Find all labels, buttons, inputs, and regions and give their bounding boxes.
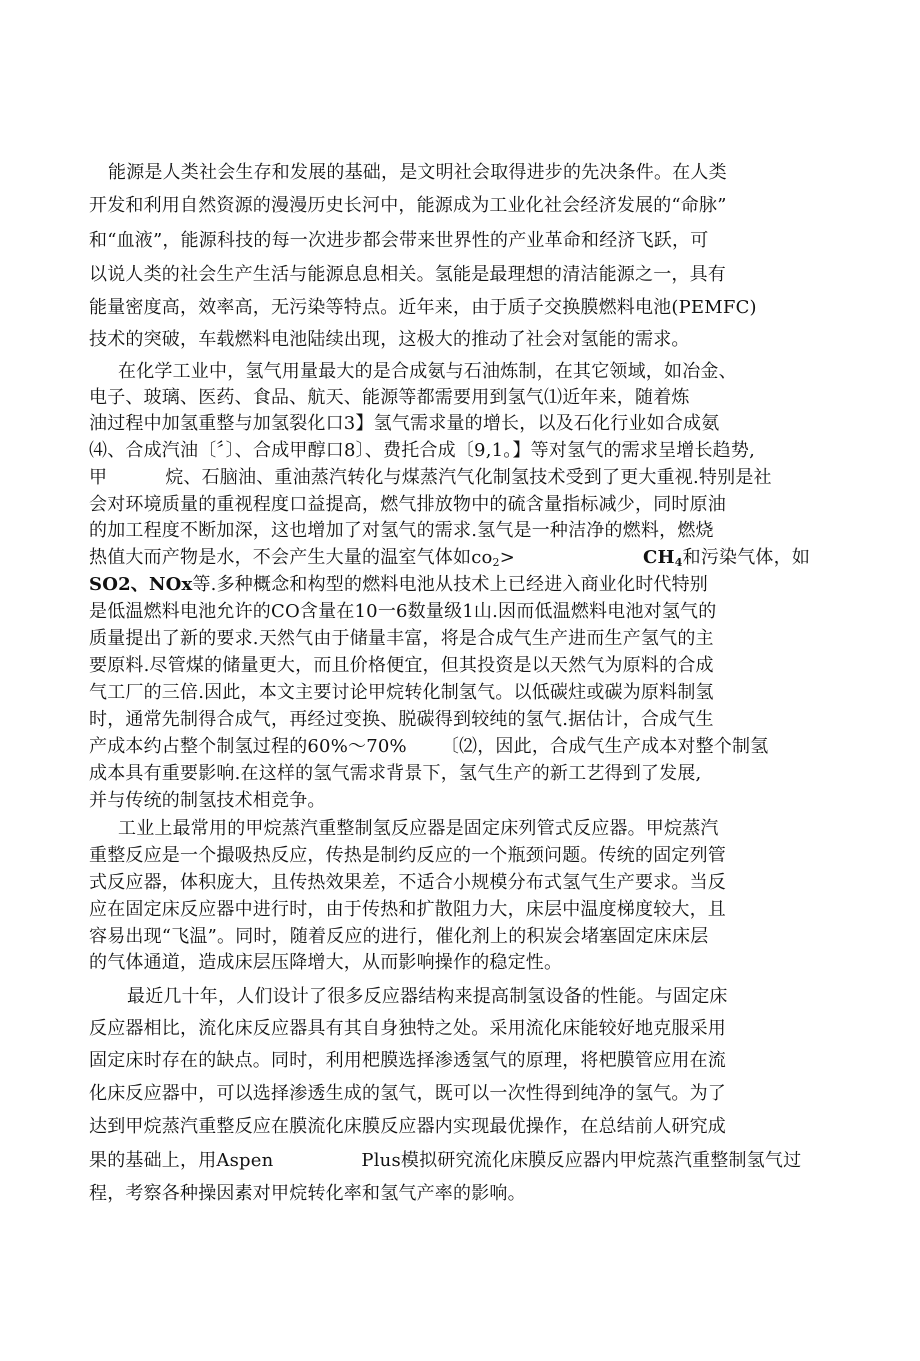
text-line: 固定床时存在的缺点。同时，利用杷膜选择渗透氢气的原理，将杷膜管应用在流 bbox=[89, 1050, 726, 1071]
text-line: 能量密度高，效率高，无污染等特点。近年来，由于质子交换膜燃料电池(PEMFC) bbox=[89, 297, 757, 318]
text-line: 容易出现“飞温”。同时，随着反应的进行，催化剂上的积炭会堵塞固定床床层 bbox=[89, 926, 709, 947]
text-line: 的气体通道，造成床层压降增大，从而影响操作的稳定性。 bbox=[89, 952, 563, 973]
text-line: 是低温燃料电池允许的CO含量在10一6数量级1山.因而低温燃料电池对氢气的 bbox=[89, 601, 717, 622]
text-line: 以说人类的社会生产生活与能源息息相关。氢能是最理想的清洁能源之一，具有 bbox=[89, 264, 726, 285]
text-line: 式反应器，体积庞大，且传热效果差，不适合小规模分布式氢气生产要求。当反 bbox=[89, 872, 726, 893]
subscript: 2 bbox=[492, 556, 500, 569]
text-line: 时，通常先制得合成气，再经过变换、脱碳得到较纯的氢气.据估计，合成气生 bbox=[89, 709, 714, 730]
text-fragment: Plus模拟研究流化床膜反应器内甲烷蒸汽重整制氢气过 bbox=[361, 1150, 802, 1171]
text-line: ⑷、合成汽油〔〞〕、合成甲醇口8〕、费托合成〔9,1。】等对氢气的需求呈增长趋势, bbox=[89, 440, 755, 461]
text-line: 工业上最常用的甲烷蒸汽重整制氢反应器是固定床列管式反应器。甲烷蒸汽 bbox=[118, 818, 719, 839]
text-line: 应在固定床反应器中进行时，由于传热和扩散阻力大，床层中温度梯度较大，且 bbox=[89, 899, 726, 920]
text-fragment: 等.多种概念和构型的燃料电池从技术上已经进入商业化时代特别 bbox=[192, 574, 708, 595]
text-line: 电子、玻璃、医药、食品、航天、能源等都需要用到氢气⑴近年来，随着炼 bbox=[89, 387, 690, 408]
text-line: 的加工程度不断加深，这也增加了对氢气的需求.氢气是一种洁净的燃料，燃烧 bbox=[89, 520, 714, 541]
text-line bbox=[89, 547, 810, 569]
text-line: 要原料.尽管煤的储量更大，而且价格便宜，但其投资是以天然气为原料的合成 bbox=[89, 655, 714, 676]
text-line: 开发和利用自然资源的漫漫历史长河中，能源成为工业化社会经济发展的“命脉” bbox=[89, 195, 727, 216]
text-line: 油过程中加氢重整与加氢裂化口3】氢气需求量的增长，以及石化行业如合成氨 bbox=[89, 413, 720, 434]
text-line bbox=[89, 1150, 801, 1172]
text-line: 成本具有重要影响.在这样的氢气需求背景下，氢气生产的新工艺得到了发展, bbox=[89, 763, 702, 784]
formula-ch4: $CH_4$ bbox=[643, 547, 683, 569]
text-fragment: 甲 bbox=[89, 467, 108, 488]
text-fragment: 热值大而产物是水，不会产生大量的温室气体如co bbox=[89, 547, 493, 568]
text-line bbox=[89, 574, 708, 596]
text-line bbox=[89, 736, 768, 758]
text-line: 质量提出了新的要求.天然气由于储量丰富，将是合成气生产进而生产氢气的主 bbox=[89, 628, 714, 649]
text-line: 气工厂的三倍.因此，本文主要讨论甲烷转化制氢气。以低碳炷或碳为原料制氢 bbox=[89, 682, 714, 703]
text-fragment: 和污染气体，如 bbox=[682, 547, 811, 568]
text-line: 并与传统的制氢技术相竞争。 bbox=[89, 790, 326, 811]
text-line: 和“血液”，能源科技的每一次进步都会带来世界性的产业革命和经济飞跃，可 bbox=[89, 230, 709, 251]
text-line: 化床反应器中，可以选择渗透生成的氢气，既可以一次性得到纯净的氢气。为了 bbox=[89, 1083, 726, 1104]
text-line: 重整反应是一个撮吸热反应，传热是制约反应的一个瓶颈问题。传统的固定列管 bbox=[89, 845, 726, 866]
formula-so2-nox: SO2、NOx bbox=[89, 574, 193, 595]
text-fragment: > bbox=[499, 547, 516, 568]
text-line: 能源是人类社会生存和发展的基础，是文明社会取得进步的先决条件。在人类 bbox=[108, 162, 727, 183]
text-fragment: 〔⑵，因此，合成气生产成本对整个制氢 bbox=[440, 736, 769, 757]
text-line bbox=[89, 467, 772, 489]
text-line: 技术的突破，车载燃料电池陆续出现，这极大的推动了社会对氢能的需求。 bbox=[89, 329, 690, 350]
text-fragment: 烷、石脑油、重油蒸汽转化与煤蒸汽气化制氢技术受到了更大重视.特别是社 bbox=[165, 467, 772, 488]
text-line: 反应器相比，流化床反应器具有其自身独特之处。采用流化床能较好地克服采用 bbox=[89, 1018, 726, 1039]
text-fragment: 产成本约占整个制氢过程的60%～70% bbox=[89, 736, 407, 757]
text-line: 达到甲烷蒸汽重整反应在膜流化床膜反应器内实现最优操作，在总结前人研究成 bbox=[89, 1116, 726, 1137]
text-fragment: 果的基础上，用Aspen bbox=[89, 1150, 274, 1171]
text-line: 在化学工业中，氢气用量最大的是合成氨与石油炼制，在其它领域，如冶金、 bbox=[118, 361, 737, 382]
text-line: 程，考察各种操因素对甲烷转化率和氢气产率的影响。 bbox=[89, 1183, 526, 1204]
text-line: 最近几十年，人们设计了很多反应器结构来提高制氢设备的性能。与固定床 bbox=[127, 986, 728, 1007]
text-line: 会对环境质量的重视程度口益提高，燃气排放物中的硫含量指标减少，同时原油 bbox=[89, 494, 726, 515]
